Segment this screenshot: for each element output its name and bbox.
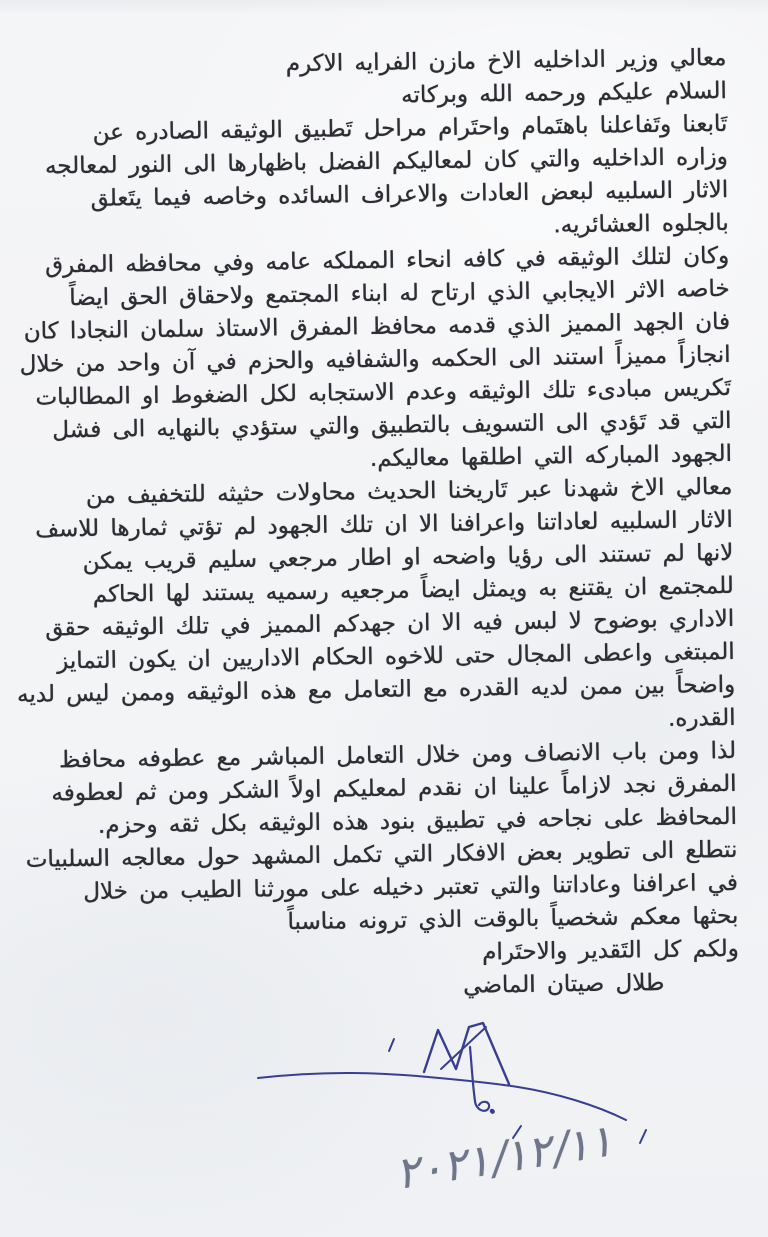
letter-line: نتطلع الى تطوير بعض الافكار التي تكمل المشهد حول معالجه السلبيات — [25, 836, 738, 873]
letter-line: في اعرافنا وعاداتنا والتي تعتبر دخيله على مورثنا الطيب من خلال — [82, 869, 738, 906]
signature-descender — [470, 1047, 489, 1111]
letter-line: وكان لتلك الوثيقه في كافه انحاء المملكه عامه وفي محافظه المفرق — [44, 242, 730, 279]
letter-line: الجهود المباركه التي اطلقها معاليكم. — [369, 440, 732, 473]
signature-ink-dot — [492, 1111, 493, 1112]
letter-line: فان الجهد المميز الذي قدمه محافظ المفرق الاستاذ سلمان النجادا كان — [23, 308, 731, 345]
letter-line: الاثار السلبيه لبعض العادات والاعراف السائده وخاصه فيما يتَعلق — [90, 176, 729, 212]
letter-line: القدره. — [667, 704, 736, 732]
letter-line: واضحاً بين ممن لديه القدره مع التعامل مع هذه الوثيقه وممن ليس لديه — [16, 671, 736, 708]
letter-line: معالي الاخ شهدنا عبر تَاريخنا الحديث محاولات حثيثه للتخفيف من — [85, 473, 733, 509]
letter-line: تَابعنا وتَفاعلنا باهتَمام واحتَرام مراحل تَطبيق الوثيقه الصادره عن — [92, 110, 728, 146]
letter-line: بحثها معكم شخصياً بالوقت الذي ترونه مناسباً — [287, 902, 739, 936]
letter-line: المبتغى واعطى المجال حتى للاخوه الحكام الاداريين ان يكون التمايز — [56, 638, 735, 675]
letter-line: خاصه الاثر الايجابي الذي ارتاح له ابناء المجتمع ولاحقاق الحق ايضاً — [68, 275, 730, 312]
letter-line: السلام عليكم ورحمه الله وبركاته — [400, 77, 727, 109]
signature-cross-stroke — [441, 1027, 486, 1069]
handwritten-date: ٢٠٢١/١٢/١١ — [397, 1113, 619, 1201]
letter-line: للمجتمع ان يقتنع به ويمثل ايضاً مرجعيه رسميه يستند لها الحاكم — [92, 572, 734, 608]
letter-line: الاداري بوضوح لا لبس فيه الا ان جهدكم المميز في تلك الوثيقه حقق — [45, 605, 735, 642]
letter-line: لذا ومن باب الانصاف ومن خلال التعامل المباشر مع عطوفه محافظ — [58, 737, 737, 774]
letter-line: التي قد تَؤدي الى التسويف بالتطبيق والتي ستؤدي بالنهايه الى فشل — [52, 407, 732, 444]
letter-line: انجازاً مميزاً استند الى الحكمه والشفافيه والحزم في آن واحد من خلال — [19, 341, 731, 378]
signature-tick-upper — [389, 1039, 394, 1051]
signature-zigzag — [424, 1023, 509, 1084]
letter-line: بالجلوه العشائريه. — [553, 209, 729, 239]
letter-line: طلال صيتان الماضي — [462, 969, 665, 999]
letter-line: المفرق نجد لازاماً علينا ان نقدم لمعليكم اولاً الشكر ومن ثم لعطوفه — [51, 770, 737, 807]
signature-long-sweep — [258, 1073, 626, 1120]
letter-line: الاثار السلبيه لعاداتنا واعرافنا الا ان تلك الجهود لم تؤتي ثمارها للاسف — [34, 506, 733, 543]
letter-line: وزاره الداخليه والتي كان لمعاليكم الفضل باظهارها الى النور لمعالجه — [44, 143, 728, 180]
letter-line: معالي وزير الداخليه الاخ مازن الفرايه الاكرم — [285, 44, 727, 78]
letter-body — [16, 42, 739, 1009]
letter-line: ولكم كل التَقدير والاحتَرام — [481, 935, 739, 966]
letter-line: لانها لم تستند الى رؤيا واضحه او اطار مرجعي سليم قريب يمكن — [82, 539, 734, 576]
letter-line: المحافظ على نجاحه في تطبيق بنود هذه الوثيقه بكل ثقه وحزم. — [97, 803, 738, 839]
letter-line: تَكريس مبادىء تلك الوثيقه وعدم الاستجابه لكل الضغوط او المطالبات — [35, 374, 732, 411]
date-tick-mark — [640, 1130, 646, 1143]
